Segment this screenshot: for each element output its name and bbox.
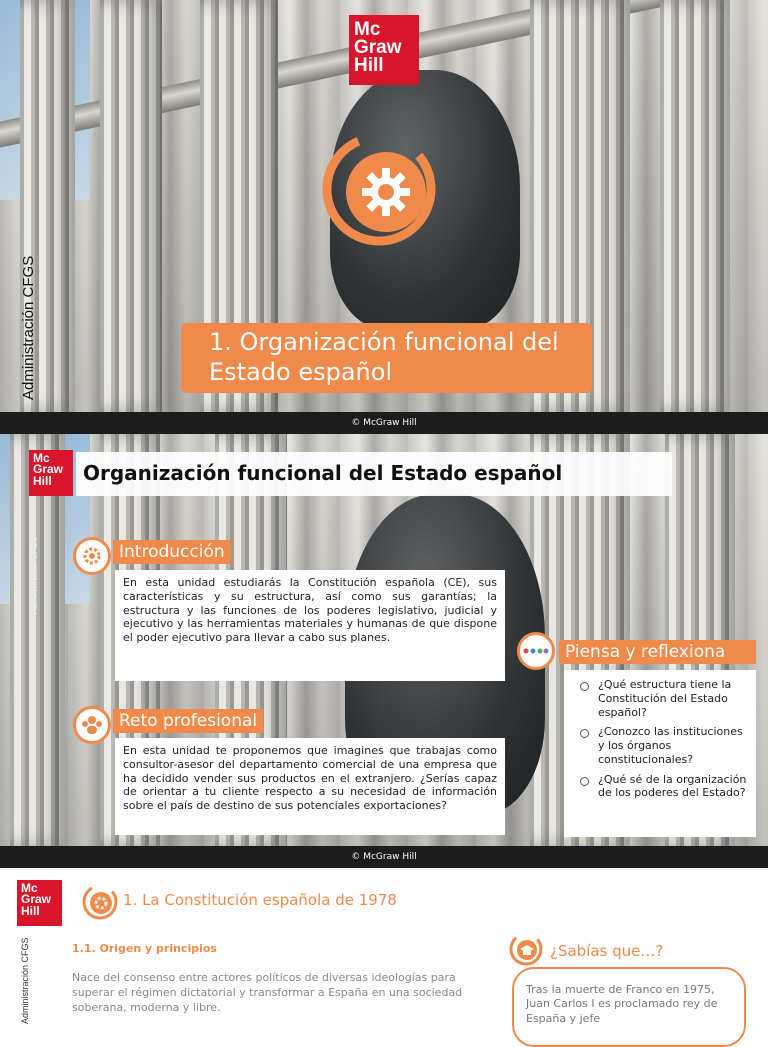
did-you-know-label: ¿Sabías que…? xyxy=(550,942,664,960)
question-item: ¿Qué estructura tiene la Constitución del Estado español? xyxy=(572,678,748,719)
copyright-footer: © McGraw Hill xyxy=(0,846,768,868)
gear-cycle-icon xyxy=(80,882,120,922)
mcgraw-hill-logo: Mc Graw Hill xyxy=(349,15,419,85)
intro-text: En esta unidad estudiarás la Constitución española (CE), sus características y su estructura, así como sus garantías; la estructura y las funciones de los poderes legislativo, judicial y ejecutivo y las herramientas materiales y humanas de que dispone el poder ejecutivo para llevar a cabo sus planes. xyxy=(115,570,505,681)
piensa-label: Piensa y reflexiona xyxy=(559,640,756,664)
did-you-know-box: Tras la muerte de Franco en 1975, Juan Carlos I es proclamado rey de España y jefe xyxy=(512,967,746,1047)
reto-label: Reto profesional xyxy=(113,709,263,733)
mcgraw-hill-logo: Mc Graw Hill xyxy=(17,880,62,926)
unit-title: 1. Organización funcional del Estado español xyxy=(181,323,592,393)
reto-text: En esta unidad te proponemos que imagines que trabajas como consultor-asesor del departamento comercial de una empresa que ha decidido vender sus productos en el extranjero. ¿Serías capaz de orientar a tu cliente respecto a su necesidad de información sobre el país de destino de sus potenciales exportaciones? xyxy=(115,738,505,835)
course-label: Administración CFGS xyxy=(30,537,39,614)
dots-icon xyxy=(517,632,555,670)
section-body: Nace del consenso entre actores políticos de diversas ideologías para superar el régimen dictatorial y transformar a España en una sociedad soberana, moderna y libre. xyxy=(72,971,463,1014)
question-item: ¿Qué sé de la organización de los poderes del Estado? xyxy=(572,773,748,801)
question-item: ¿Conozco las instituciones y los órganos constitucionales? xyxy=(572,725,748,766)
subsection-heading: 1.1. Origen y principios xyxy=(72,942,217,955)
team-icon xyxy=(73,706,111,744)
slide-title: Organización funcional del Estado español xyxy=(76,452,672,496)
overview-slide xyxy=(0,434,768,846)
course-label: Administración CFGS xyxy=(20,255,37,400)
gear-cycle-icon xyxy=(316,126,442,252)
graduation-cap-icon xyxy=(508,931,544,967)
section-heading: 1. La Constitución española de 1978 xyxy=(123,891,397,909)
intro-label: Introducción xyxy=(113,540,231,564)
piensa-questions xyxy=(564,670,756,837)
mcgraw-hill-logo: Mc Graw Hill xyxy=(29,450,73,496)
column xyxy=(100,0,162,412)
copyright-footer: © McGraw Hill xyxy=(0,412,768,434)
gear-icon xyxy=(73,537,111,575)
course-label: Administración CFGS xyxy=(20,937,30,1024)
cover-slide xyxy=(0,0,768,412)
column xyxy=(660,0,730,412)
